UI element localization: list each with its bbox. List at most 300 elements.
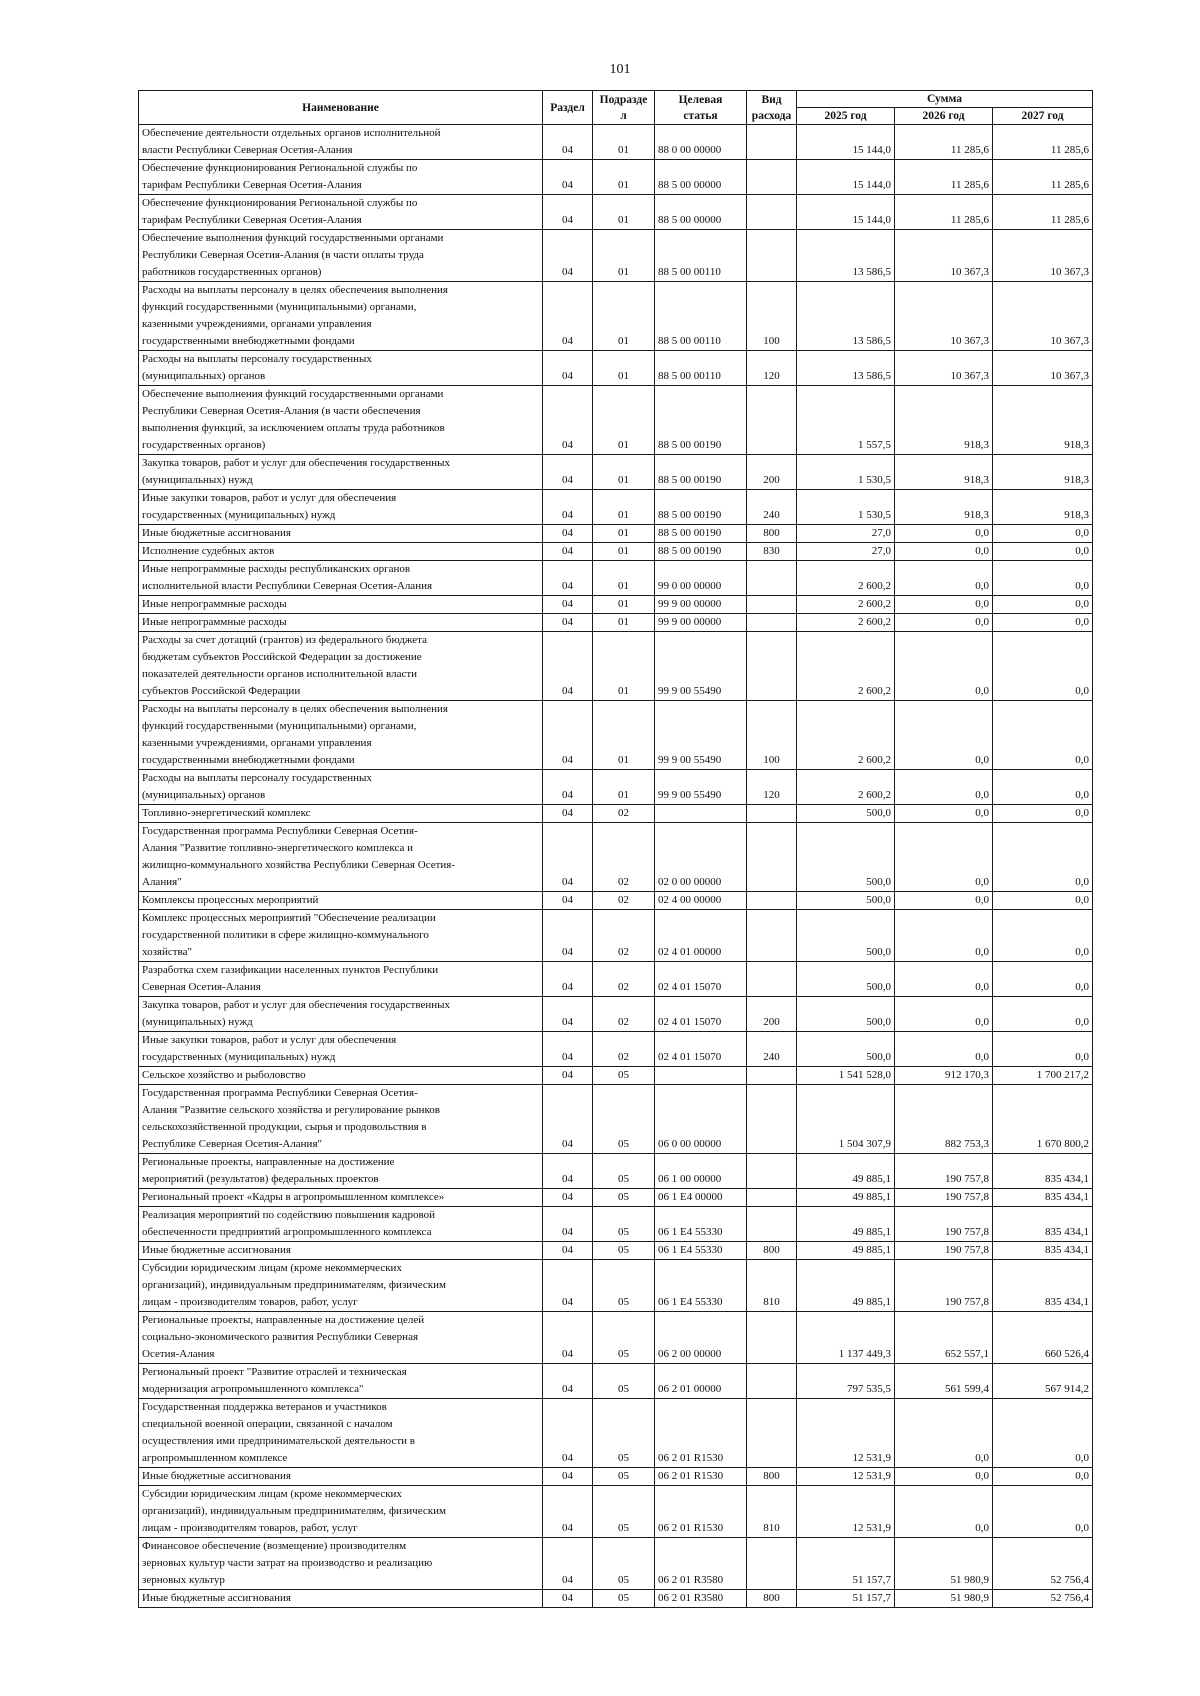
row-target: 06 2 01 R1530 (655, 1486, 747, 1538)
row-type (747, 561, 797, 596)
row-2027: 11 285,6 (993, 160, 1093, 195)
row-subsection: 01 (593, 351, 655, 386)
row-type (747, 1399, 797, 1468)
row-2027: 835 434,1 (993, 1260, 1093, 1312)
table-row (139, 386, 1093, 455)
table-row (139, 543, 1093, 561)
row-target: 99 9 00 00000 (655, 596, 747, 614)
row-name: Расходы за счет дотаций (грантов) из федерального бюджета бюджетам субъектов Российской Федерации за достижение показателей деятельности органов исполнительной власти субъектов Российской Федерации (139, 632, 543, 701)
table-row (139, 1207, 1093, 1242)
table-row (139, 1032, 1093, 1067)
row-name: Государственная программа Республики Северная Осетия- Алания "Развитие сельского хозяйства и регулирование рынков сельскохозяйственной продукции, сырья и продовольствия в Республике Северная Осетия-Алания" (139, 1085, 543, 1154)
table-row (139, 351, 1093, 386)
row-type (747, 1312, 797, 1364)
row-name: Расходы на выплаты персоналу в целях обеспечения выполнения функций государственными (муниципальными) органами, казенными учреждениями, органами управления государственными внебюджетными фондами (139, 282, 543, 351)
row-subsection: 02 (593, 823, 655, 892)
row-2027: 0,0 (993, 823, 1093, 892)
row-section: 04 (543, 1364, 593, 1399)
row-2026: 652 557,1 (895, 1312, 993, 1364)
row-2027: 10 367,3 (993, 230, 1093, 282)
row-2027: 0,0 (993, 701, 1093, 770)
row-subsection: 05 (593, 1538, 655, 1590)
row-section: 04 (543, 1590, 593, 1608)
row-2026: 0,0 (895, 1399, 993, 1468)
row-section: 04 (543, 805, 593, 823)
row-type: 800 (747, 525, 797, 543)
row-2026: 0,0 (895, 614, 993, 632)
row-name: Иные закупки товаров, работ и услуг для обеспечения государственных (муниципальных) нужд (139, 490, 543, 525)
row-target: 88 5 00 00190 (655, 525, 747, 543)
row-2025: 13 586,5 (797, 351, 895, 386)
row-target: 02 0 00 00000 (655, 823, 747, 892)
row-2027: 835 434,1 (993, 1242, 1093, 1260)
row-2025: 27,0 (797, 543, 895, 561)
row-type (747, 1189, 797, 1207)
row-target: 06 2 01 R1530 (655, 1399, 747, 1468)
row-type (747, 1364, 797, 1399)
row-target: 06 2 01 00000 (655, 1364, 747, 1399)
row-type (747, 125, 797, 160)
row-type (747, 1538, 797, 1590)
table-row (139, 1312, 1093, 1364)
row-subsection: 02 (593, 962, 655, 997)
row-target: 88 5 00 00110 (655, 282, 747, 351)
row-section: 04 (543, 160, 593, 195)
row-target: 02 4 01 15070 (655, 962, 747, 997)
row-2026: 0,0 (895, 997, 993, 1032)
row-2027: 10 367,3 (993, 282, 1093, 351)
row-subsection: 05 (593, 1154, 655, 1189)
row-2025: 2 600,2 (797, 561, 895, 596)
table-row (139, 125, 1093, 160)
row-subsection: 01 (593, 230, 655, 282)
row-2025: 12 531,9 (797, 1399, 895, 1468)
table-row (139, 1189, 1093, 1207)
row-2025: 500,0 (797, 892, 895, 910)
table-row (139, 455, 1093, 490)
row-2026: 918,3 (895, 490, 993, 525)
row-2027: 0,0 (993, 962, 1093, 997)
row-2027: 0,0 (993, 997, 1093, 1032)
row-type (747, 1207, 797, 1242)
row-target: 88 5 00 00000 (655, 160, 747, 195)
table-row (139, 632, 1093, 701)
row-subsection: 01 (593, 596, 655, 614)
row-2026: 10 367,3 (895, 351, 993, 386)
row-2026: 51 980,9 (895, 1538, 993, 1590)
table-row (139, 160, 1093, 195)
row-name: Региональные проекты, направленные на достижение целей социально-экономического развития Республики Северная Осетия-Алания (139, 1312, 543, 1364)
table-row (139, 614, 1093, 632)
row-name: Обеспечение функционирования Региональной службы по тарифам Республики Северная Осетия-Алания (139, 195, 543, 230)
row-subsection: 02 (593, 1032, 655, 1067)
row-2025: 12 531,9 (797, 1486, 895, 1538)
row-2025: 51 157,7 (797, 1538, 895, 1590)
row-type (747, 1154, 797, 1189)
row-section: 04 (543, 1260, 593, 1312)
header-row (139, 91, 1093, 108)
row-name: Обеспечение выполнения функций государственными органами Республики Северная Осетия-Алания (в части обеспечения выполнения функций, за исключением оплаты труда работников государственных органов) (139, 386, 543, 455)
row-section: 04 (543, 614, 593, 632)
row-section: 04 (543, 892, 593, 910)
row-section: 04 (543, 351, 593, 386)
row-2027: 918,3 (993, 455, 1093, 490)
row-name: Финансовое обеспечение (возмещение) производителям зерновых культур части затрат на производство и реализацию зерновых культур (139, 1538, 543, 1590)
row-2027: 0,0 (993, 1486, 1093, 1538)
table-row (139, 962, 1093, 997)
row-name: Иные бюджетные ассигнования (139, 1468, 543, 1486)
row-2026: 11 285,6 (895, 160, 993, 195)
table-row (139, 910, 1093, 962)
row-subsection: 01 (593, 614, 655, 632)
row-2025: 500,0 (797, 962, 895, 997)
row-name: Расходы на выплаты персоналу государственных (муниципальных) органов (139, 770, 543, 805)
table-row (139, 701, 1093, 770)
row-2027: 0,0 (993, 614, 1093, 632)
row-target: 88 5 00 00190 (655, 490, 747, 525)
row-target: 88 5 00 00000 (655, 195, 747, 230)
row-2027: 0,0 (993, 1399, 1093, 1468)
row-2026: 190 757,8 (895, 1242, 993, 1260)
header-2025: 2025 год (797, 108, 895, 125)
row-section: 04 (543, 1085, 593, 1154)
row-2025: 49 885,1 (797, 1154, 895, 1189)
row-name: Иные непрограммные расходы (139, 596, 543, 614)
row-section: 04 (543, 701, 593, 770)
table-row (139, 1590, 1093, 1608)
row-section: 04 (543, 1207, 593, 1242)
row-2025: 51 157,7 (797, 1590, 895, 1608)
row-target: 99 9 00 55490 (655, 701, 747, 770)
row-2027: 0,0 (993, 910, 1093, 962)
table-row (139, 823, 1093, 892)
row-type: 810 (747, 1486, 797, 1538)
table-row (139, 1364, 1093, 1399)
row-2027: 835 434,1 (993, 1207, 1093, 1242)
row-name: Государственная программа Республики Северная Осетия- Алания "Развитие топливно-энергетического комплекса и жилищно-коммунального хозяйства Республики Северная Осетия- Алания" (139, 823, 543, 892)
row-2027: 52 756,4 (993, 1538, 1093, 1590)
row-target: 06 0 00 00000 (655, 1085, 747, 1154)
row-type (747, 910, 797, 962)
row-subsection: 02 (593, 805, 655, 823)
row-subsection: 05 (593, 1312, 655, 1364)
row-section: 04 (543, 125, 593, 160)
row-2027: 660 526,4 (993, 1312, 1093, 1364)
row-name: Региональный проект "Развитие отраслей и техническая модернизация агропромышленного комплекса" (139, 1364, 543, 1399)
row-section: 04 (543, 632, 593, 701)
row-subsection: 01 (593, 195, 655, 230)
row-type (747, 614, 797, 632)
table-body (139, 125, 1093, 1608)
row-type: 100 (747, 701, 797, 770)
row-section: 04 (543, 1399, 593, 1468)
row-2025: 13 586,5 (797, 230, 895, 282)
row-name: Иные бюджетные ассигнования (139, 1242, 543, 1260)
row-2025: 1 530,5 (797, 490, 895, 525)
row-section: 04 (543, 596, 593, 614)
row-subsection: 05 (593, 1067, 655, 1085)
row-2026: 10 367,3 (895, 282, 993, 351)
row-2026: 0,0 (895, 596, 993, 614)
row-subsection: 01 (593, 701, 655, 770)
row-target: 06 2 01 R3580 (655, 1538, 747, 1590)
row-type: 120 (747, 770, 797, 805)
row-2025: 500,0 (797, 805, 895, 823)
row-section: 04 (543, 1486, 593, 1538)
row-name: Комплексы процессных мероприятий (139, 892, 543, 910)
row-subsection: 01 (593, 543, 655, 561)
row-2027: 1 670 800,2 (993, 1085, 1093, 1154)
row-2025: 49 885,1 (797, 1260, 895, 1312)
header-target: Целевая статья (655, 91, 747, 125)
row-name: Разработка схем газификации населенных пунктов Республики Северная Осетия-Алания (139, 962, 543, 997)
row-section: 04 (543, 386, 593, 455)
row-2027: 0,0 (993, 1468, 1093, 1486)
row-2027: 0,0 (993, 892, 1093, 910)
header-sum: Сумма (797, 91, 1093, 108)
row-2025: 27,0 (797, 525, 895, 543)
row-name: Иные непрограммные расходы республиканских органов исполнительной власти Республики Северная Осетия-Алания (139, 561, 543, 596)
row-name: Исполнение судебных актов (139, 543, 543, 561)
row-type (747, 962, 797, 997)
row-subsection: 02 (593, 910, 655, 962)
row-subsection: 01 (593, 632, 655, 701)
row-subsection: 01 (593, 160, 655, 195)
row-2026: 0,0 (895, 892, 993, 910)
row-2026: 882 753,3 (895, 1085, 993, 1154)
row-target: 06 2 01 R1530 (655, 1468, 747, 1486)
row-type: 120 (747, 351, 797, 386)
row-2025: 2 600,2 (797, 614, 895, 632)
row-2026: 912 170,3 (895, 1067, 993, 1085)
row-target: 06 2 01 R3580 (655, 1590, 747, 1608)
row-target: 88 5 00 00190 (655, 455, 747, 490)
row-2027: 11 285,6 (993, 195, 1093, 230)
row-type: 800 (747, 1468, 797, 1486)
row-2025: 1 504 307,9 (797, 1085, 895, 1154)
row-target: 02 4 01 15070 (655, 1032, 747, 1067)
row-target: 02 4 01 00000 (655, 910, 747, 962)
row-type (747, 805, 797, 823)
table-row (139, 230, 1093, 282)
table-row (139, 1399, 1093, 1468)
row-type (747, 1067, 797, 1085)
row-2027: 918,3 (993, 386, 1093, 455)
header-section: Раздел (543, 91, 593, 125)
table-row (139, 561, 1093, 596)
header-type: Вид расхода (747, 91, 797, 125)
row-2027: 918,3 (993, 490, 1093, 525)
row-2026: 0,0 (895, 910, 993, 962)
row-2025: 2 600,2 (797, 770, 895, 805)
row-2025: 500,0 (797, 1032, 895, 1067)
row-subsection: 01 (593, 490, 655, 525)
row-2025: 2 600,2 (797, 632, 895, 701)
row-type: 240 (747, 490, 797, 525)
row-name: Комплекс процессных мероприятий "Обеспечение реализации государственной политики в сфере жилищно-коммунального хозяйства" (139, 910, 543, 962)
row-type: 810 (747, 1260, 797, 1312)
row-type (747, 195, 797, 230)
row-2027: 10 367,3 (993, 351, 1093, 386)
row-2027: 0,0 (993, 632, 1093, 701)
row-subsection: 05 (593, 1085, 655, 1154)
row-section: 04 (543, 543, 593, 561)
row-section: 04 (543, 910, 593, 962)
row-subsection: 01 (593, 525, 655, 543)
row-2026: 561 599,4 (895, 1364, 993, 1399)
row-target: 88 0 00 00000 (655, 125, 747, 160)
row-name: Сельское хозяйство и рыболовство (139, 1067, 543, 1085)
row-target: 06 1 Е4 00000 (655, 1189, 747, 1207)
row-2026: 11 285,6 (895, 125, 993, 160)
row-section: 04 (543, 1067, 593, 1085)
row-name: Субсидии юридическим лицам (кроме некоммерческих организаций), индивидуальным предпринимателям, физическим лицам - производителям товаров, работ, услуг (139, 1486, 543, 1538)
row-name: Субсидии юридическим лицам (кроме некоммерческих организаций), индивидуальным предпринимателям, физическим лицам - производителям товаров, работ, услуг (139, 1260, 543, 1312)
row-2026: 0,0 (895, 543, 993, 561)
row-type (747, 386, 797, 455)
table-row (139, 1486, 1093, 1538)
row-2026: 190 757,8 (895, 1189, 993, 1207)
table-row (139, 892, 1093, 910)
row-2026: 0,0 (895, 805, 993, 823)
row-type: 800 (747, 1242, 797, 1260)
row-subsection: 05 (593, 1260, 655, 1312)
row-2027: 0,0 (993, 1032, 1093, 1067)
row-type (747, 1085, 797, 1154)
row-2027: 1 700 217,2 (993, 1067, 1093, 1085)
row-section: 04 (543, 770, 593, 805)
row-name: Иные непрограммные расходы (139, 614, 543, 632)
row-name: Региональный проект «Кадры в агропромышленном комплексе» (139, 1189, 543, 1207)
row-section: 04 (543, 1189, 593, 1207)
row-2026: 190 757,8 (895, 1154, 993, 1189)
row-target: 88 5 00 00110 (655, 230, 747, 282)
row-target (655, 1067, 747, 1085)
row-2027: 11 285,6 (993, 125, 1093, 160)
row-target: 06 1 00 00000 (655, 1154, 747, 1189)
table-row (139, 1067, 1093, 1085)
row-section: 04 (543, 1032, 593, 1067)
row-name: Иные закупки товаров, работ и услуг для обеспечения государственных (муниципальных) нужд (139, 1032, 543, 1067)
table-row (139, 805, 1093, 823)
row-name: Обеспечение деятельности отдельных органов исполнительной власти Республики Северная Осетия-Алания (139, 125, 543, 160)
row-2025: 1 137 449,3 (797, 1312, 895, 1364)
header-2026: 2026 год (895, 108, 993, 125)
row-section: 04 (543, 962, 593, 997)
row-2026: 0,0 (895, 1486, 993, 1538)
row-2026: 0,0 (895, 962, 993, 997)
row-target (655, 805, 747, 823)
table-row (139, 195, 1093, 230)
row-target: 06 2 00 00000 (655, 1312, 747, 1364)
row-2027: 0,0 (993, 525, 1093, 543)
row-section: 04 (543, 1312, 593, 1364)
row-name: Обеспечение выполнения функций государственными органами Республики Северная Осетия-Алания (в части оплаты труда работников государственных органов) (139, 230, 543, 282)
row-subsection: 01 (593, 125, 655, 160)
table-row (139, 1260, 1093, 1312)
row-name: Иные бюджетные ассигнования (139, 525, 543, 543)
row-2026: 0,0 (895, 823, 993, 892)
table-row (139, 1242, 1093, 1260)
row-section: 04 (543, 823, 593, 892)
row-name: Иные бюджетные ассигнования (139, 1590, 543, 1608)
row-2025: 500,0 (797, 910, 895, 962)
table-row (139, 1154, 1093, 1189)
row-2027: 0,0 (993, 596, 1093, 614)
row-2027: 0,0 (993, 561, 1093, 596)
row-name: Расходы на выплаты персоналу в целях обеспечения выполнения функций государственными (муниципальными) органами, казенными учреждениями, органами управления государственными внебюджетными фондами (139, 701, 543, 770)
table-row (139, 525, 1093, 543)
row-target: 88 5 00 00190 (655, 386, 747, 455)
row-2025: 49 885,1 (797, 1207, 895, 1242)
row-2026: 190 757,8 (895, 1260, 993, 1312)
row-name: Реализация мероприятий по содействию повышения кадровой обеспеченности предприятий агропромышленного комплекса (139, 1207, 543, 1242)
row-2026: 0,0 (895, 770, 993, 805)
row-type: 200 (747, 997, 797, 1032)
row-2025: 797 535,5 (797, 1364, 895, 1399)
row-target: 02 4 00 00000 (655, 892, 747, 910)
row-2025: 49 885,1 (797, 1189, 895, 1207)
row-subsection: 05 (593, 1399, 655, 1468)
row-section: 04 (543, 1242, 593, 1260)
row-type: 240 (747, 1032, 797, 1067)
row-target: 88 5 00 00190 (655, 543, 747, 561)
row-target: 06 1 Е4 55330 (655, 1242, 747, 1260)
row-2025: 1 530,5 (797, 455, 895, 490)
row-target: 99 0 00 00000 (655, 561, 747, 596)
row-2026: 11 285,6 (895, 195, 993, 230)
header-2027: 2027 год (993, 108, 1093, 125)
row-subsection: 02 (593, 997, 655, 1032)
row-2026: 0,0 (895, 561, 993, 596)
row-target: 88 5 00 00110 (655, 351, 747, 386)
table-row (139, 490, 1093, 525)
row-2026: 190 757,8 (895, 1207, 993, 1242)
row-section: 04 (543, 455, 593, 490)
row-type: 200 (747, 455, 797, 490)
budget-table (138, 90, 1093, 1608)
row-2026: 0,0 (895, 632, 993, 701)
row-subsection: 01 (593, 561, 655, 596)
row-2025: 2 600,2 (797, 701, 895, 770)
row-2026: 0,0 (895, 1032, 993, 1067)
page-number: 101 (609, 62, 631, 77)
row-target: 99 9 00 55490 (655, 770, 747, 805)
row-subsection: 01 (593, 455, 655, 490)
row-name: Обеспечение функционирования Региональной службы по тарифам Республики Северная Осетия-Алания (139, 160, 543, 195)
row-2025: 2 600,2 (797, 596, 895, 614)
row-2025: 1 541 528,0 (797, 1067, 895, 1085)
row-type: 100 (747, 282, 797, 351)
row-2027: 0,0 (993, 543, 1093, 561)
row-subsection: 02 (593, 892, 655, 910)
table-row (139, 1085, 1093, 1154)
row-type (747, 632, 797, 701)
row-section: 04 (543, 282, 593, 351)
row-2026: 0,0 (895, 701, 993, 770)
row-2025: 15 144,0 (797, 195, 895, 230)
row-2025: 1 557,5 (797, 386, 895, 455)
table-row (139, 596, 1093, 614)
row-subsection: 05 (593, 1486, 655, 1538)
row-target: 99 9 00 55490 (655, 632, 747, 701)
row-name: Региональные проекты, направленные на достижение мероприятий (результатов) федеральных проектов (139, 1154, 543, 1189)
table-row (139, 1468, 1093, 1486)
header-subsection: Подразде л (593, 91, 655, 125)
row-2025: 15 144,0 (797, 160, 895, 195)
row-name: Топливно-энергетический комплекс (139, 805, 543, 823)
row-name: Закупка товаров, работ и услуг для обеспечения государственных (муниципальных) нужд (139, 455, 543, 490)
